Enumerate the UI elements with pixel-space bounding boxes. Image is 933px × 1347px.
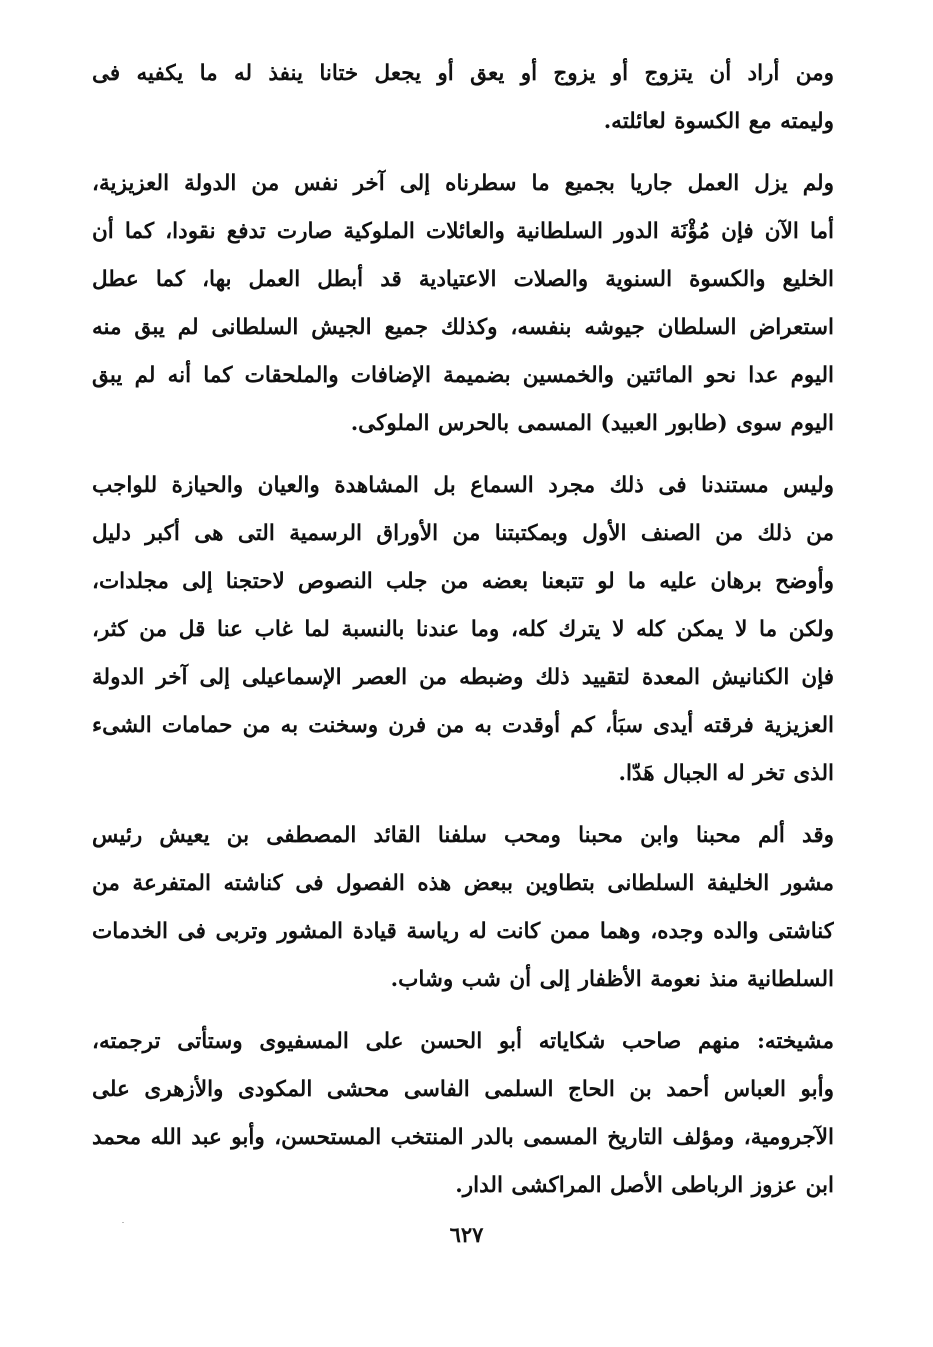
text-line: الآجرومية، ومؤلف التاريخ المسمى بالدر المنتخب المستحسن، وأبو عبد الله محمد [92,1125,834,1150]
paragraph [92,50,834,146]
text-line: وأوضح برهان عليه ما لو تتبعنا بعضه من جلب النصوص لاحتجنا إلى مجلدات، [92,569,834,594]
text-line: العزيزية فرقته أيدى سبَأ، كم أوقدت به من فرن وسخنت به من حمامات الشىء [92,713,834,738]
scan-speck [122,1222,124,1223]
paragraph [92,812,834,1004]
page-number: ٦٢٧ [449,1222,484,1247]
text-line: أما الآن فإن مُؤْنَة الدور السلطانية والعائلات الملوكية صارت تدفع نقودا، كما أن [92,219,834,244]
text-line: ومن أراد أن يتزوج أو يزوج أو يعق أو يجعل ختانا ينفذ له ما يكفيه فى [92,61,834,86]
paragraph [92,462,834,798]
text-line: وليمته مع الكسوة لعائلته. [603,109,834,134]
text-line: وقد ألم محبنا وابن محبنا ومحب سلفنا القائد المصطفى بن يعيش رئيس [92,823,834,848]
text-line: ابن عزوز الرباطى الأصل المراكشى الدار. [455,1173,834,1198]
text-line: وأبو العباس أحمد بن الحاج السلمى الفاسى محشى المكودى والأزهرى على [92,1077,834,1102]
text-line: استعراض السلطان جيوشه بنفسه، وكذلك جميع الجيش السلطانى لم يبق منه [92,315,834,340]
text-line: مشور الخليفة السلطانى بتطاوين ببعض هذه الفصول فى كناشته المتفرعة من [92,871,834,896]
text-line: الذى تخر له الجبال هَدّا. [618,761,834,786]
text-line: ولكن ما لا يمكن كله لا يترك كله، وما عندنا بالنسبة لما غاب عنا قل من كثر، [92,617,834,642]
text-line: ولم يزل العمل جاريا بجميع ما سطرناه إلى آخر نفس من الدولة العزيزية، [92,171,834,196]
text-line: من ذلك من الصنف الأول وبمكتبتنا من الأوراق الرسمية التى هى أكبر دليل [92,521,834,546]
text-line: اليوم عدا نحو المائتين والخمسين بضميمة الإضافات والملحقات كما أنه لم يبق [92,363,834,388]
paragraph [92,1018,834,1210]
text-line: وليس مستندنا فى ذلك مجرد السماع بل المشاهدة والعيان والحيازة للواجب [92,473,834,498]
text-line: مشيخته: منهم صاحب شكاياته أبو الحسن على المسفيوى وستأتى ترجمته، [92,1029,834,1054]
text-line: فإن الكنانيش المعدة لتقييد ذلك وضبطه من العصر الإسماعيلى إلى آخر الدولة [92,665,834,690]
text-line: كناشتى والده وجده، وهما ممن كانت له رياسة قيادة المشور وتربى فى الخدمات [92,919,834,944]
text-line: السلطانية منذ نعومة الأظفار إلى أن شب وشاب. [390,967,834,992]
paragraph [92,160,834,448]
body-text [92,50,834,1210]
text-line: الخليع والكسوة السنوية والصلات الاعتيادية قد أبطل العمل بها، كما عطل [92,267,834,292]
text-line: اليوم سوى (طابور العبيد) المسمى بالحرس الملوكى. [350,411,834,436]
